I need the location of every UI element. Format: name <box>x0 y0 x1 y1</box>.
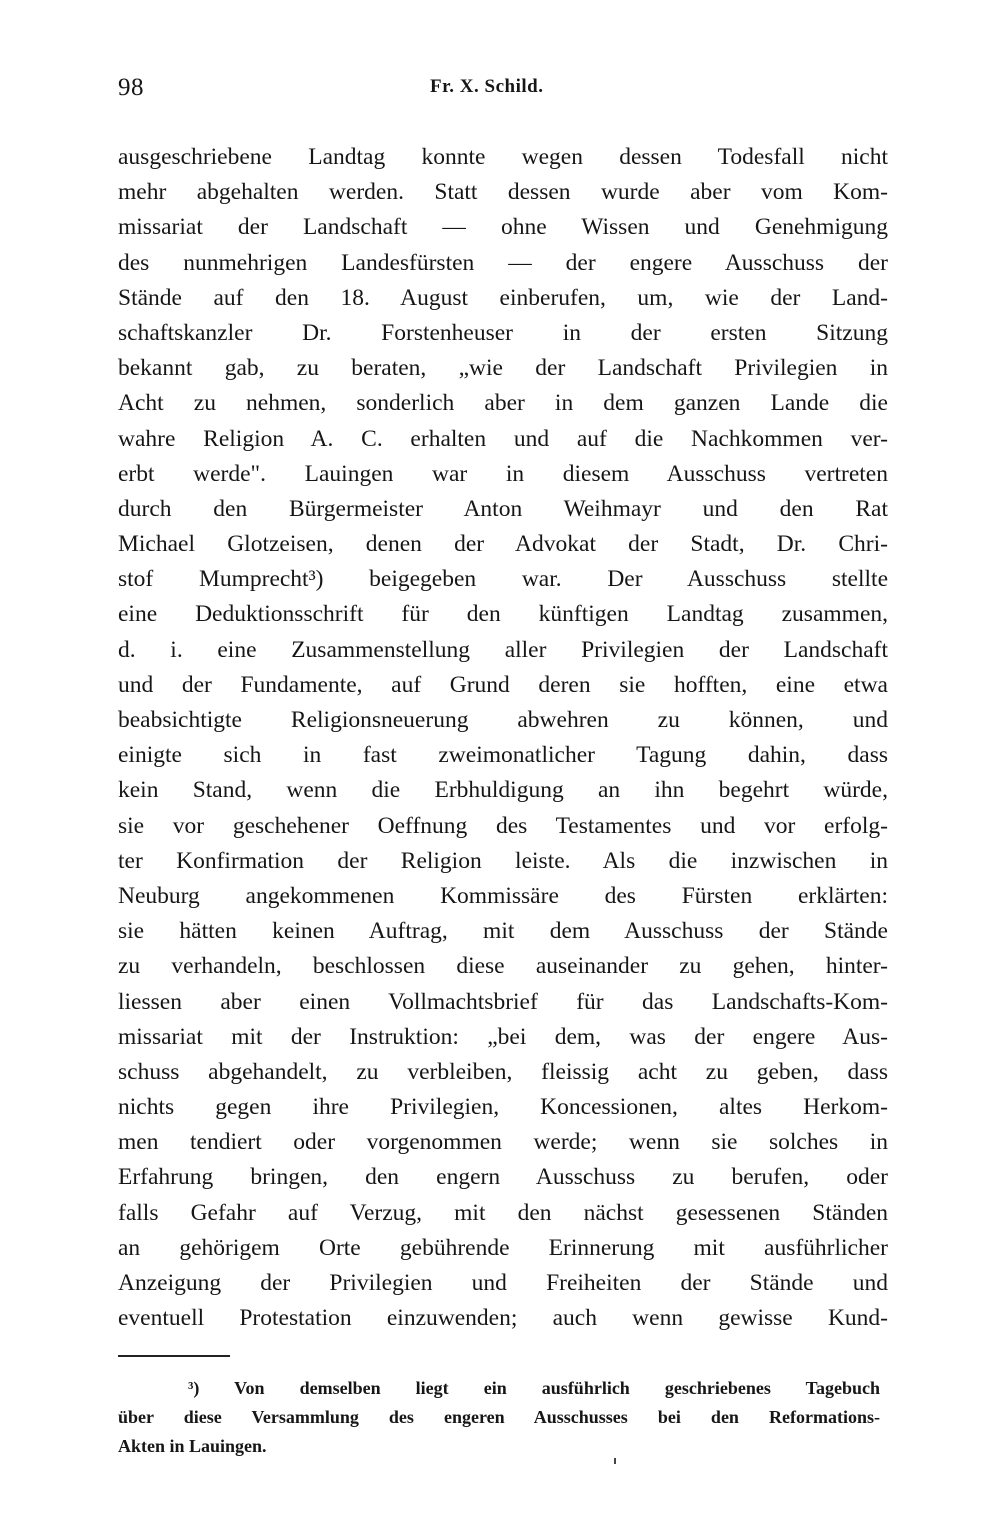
text-line: an gehörigem Orte gebührende Erinnerung mit ausführlicher <box>118 1234 888 1261</box>
running-head: Fr. X. Schild. <box>430 76 544 97</box>
text-line: eine Deduktionsschrift für den künftigen Landtag zusammen, <box>118 601 888 628</box>
text-line: sie hätten keinen Auftrag, mit dem Ausschuss der Stände <box>118 918 888 945</box>
text-line: kein Stand, wenn die Erbhuldigung an ihn begehrt würde, <box>118 777 888 804</box>
text-line: falls Gefahr auf Verzug, mit den nächst gesessenen Ständen <box>118 1199 888 1226</box>
text-line: nichts gegen ihre Privilegien, Koncessionen, altes Herkom- <box>118 1094 888 1121</box>
text-line: durch den Bürgermeister Anton Weihmayr und den Rat <box>118 495 888 522</box>
text-line: und der Fundamente, auf Grund deren sie hofften, eine etwa <box>118 671 888 698</box>
text-line: sie vor geschehener Oeffnung des Testamentes und vor erfolg- <box>118 812 888 839</box>
text-line: d. i. eine Zusammenstellung aller Privilegien der Landschaft <box>118 636 888 663</box>
print-speck <box>614 1458 616 1464</box>
text-line: zu verhandeln, beschlossen diese auseinander zu gehen, hinter- <box>118 953 888 980</box>
text-line: ausgeschriebene Landtag konnte wegen dessen Todesfall nicht <box>118 144 888 170</box>
footnote-divider <box>118 1355 230 1357</box>
text-line: des nunmehrigen Landesfürsten — der engere Ausschuss der <box>118 249 888 276</box>
text-line: stof Mumprecht³) beigegeben war. Der Ausschuss stellte <box>118 566 888 593</box>
text-line: men tendiert oder vorgenommen werde; wenn sie solches in <box>118 1129 888 1156</box>
text-line: missariat der Landschaft — ohne Wissen und Genehmigung <box>118 214 888 241</box>
text-line: eventuell Protestation einzuwenden; auch wenn gewisse Kund- <box>118 1305 888 1332</box>
page-number: 98 <box>118 74 144 101</box>
text-line: bekannt gab, zu beraten, „wie der Landschaft Privilegien in <box>118 355 888 382</box>
page-header <box>118 74 888 104</box>
text-line: missariat mit der Instruktion: „bei dem, was der engere Aus- <box>118 1023 888 1050</box>
text-line: Stände auf den 18. August einberufen, um, wie der Land- <box>118 284 888 311</box>
text-line: einigte sich in fast zweimonatlicher Tagung dahin, dass <box>118 742 888 769</box>
text-line: Acht zu nehmen, sonderlich aber in dem ganzen Lande die <box>118 390 888 417</box>
text-line: schuss abgehandelt, zu verbleiben, fleissig acht zu geben, dass <box>118 1058 888 1085</box>
text-line: beabsichtigte Religionsneuerung abwehren zu können, und <box>118 707 888 733</box>
text-line: Neuburg angekommenen Kommissäre des Fürsten erklärten: <box>118 882 888 909</box>
footnote-line: ³) Von demselben liegt ein ausführlich geschriebenes Tagebuch <box>188 1378 880 1398</box>
text-line: Michael Glotzeisen, denen der Advokat der Stadt, Dr. Chri- <box>118 531 888 558</box>
text-line: mehr abgehalten werden. Statt dessen wurde aber vom Kom- <box>118 179 888 206</box>
text-line: schaftskanzler Dr. Forstenheuser in der ersten Sitzung <box>118 319 888 346</box>
text-line: ter Konfirmation der Religion leiste. Als die inzwischen in <box>118 847 888 874</box>
text-line: liessen aber einen Vollmachtsbrief für das Landschafts-Kom- <box>118 988 888 1015</box>
text-line: Erfahrung bringen, den engern Ausschuss zu berufen, oder <box>118 1164 888 1191</box>
text-line: erbt werde". Lauingen war in diesem Ausschuss vertreten <box>118 460 888 487</box>
body-text <box>118 140 888 1336</box>
text-line: Anzeigung der Privilegien und Freiheiten der Stände und <box>118 1270 888 1296</box>
text-line: wahre Religion A. C. erhalten und auf die Nachkommen ver- <box>118 425 888 452</box>
footnote-line: Akten in Lauingen. <box>118 1436 267 1456</box>
footnote <box>118 1374 880 1461</box>
footnote-line: über diese Versammlung des engeren Ausschusses bei den Reformations- <box>118 1407 880 1427</box>
